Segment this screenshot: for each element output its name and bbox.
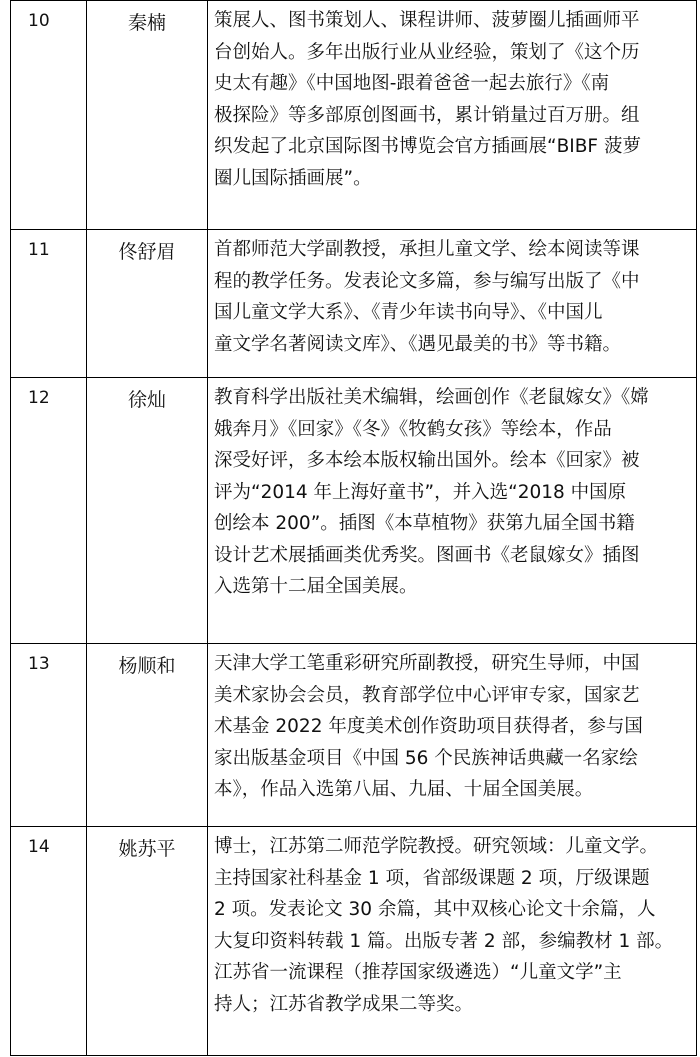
table-row <box>11 644 697 827</box>
table-row <box>11 827 697 1056</box>
bio-line: 家出版基金项目《中国 56 个民族神话典藏一名家绘 <box>214 747 638 769</box>
bio-line: 美术家协会会员，教育部学位中心评审专家，国家艺 <box>214 684 640 706</box>
judge-bio <box>208 827 697 1056</box>
bio-line: 教育科学出版社美术编辑，绘画创作《老鼠嫁女》《嫦 <box>214 387 649 408</box>
row-number: 13 <box>11 644 87 827</box>
bio-line: 国儿童文学大系》、《青少年读书向导》、《中国儿 <box>214 302 603 323</box>
bio-line: 大复印资料转载 1 篇。出版专著 2 部，参编教材 1 部。 <box>214 930 674 952</box>
bio-line: 主持国家社科基金 1 项，省部级课题 2 项，厅级课题 <box>214 867 650 889</box>
bio-line: 2 项。发表论文 30 余篇，其中双核心论文十余篇，人 <box>214 899 656 920</box>
judge-bio <box>208 230 697 378</box>
table-row <box>11 1 697 230</box>
bio-line: 首都师范大学副教授，承担儿童文学、绘本阅读等课 <box>214 239 640 260</box>
judge-name: 秦楠 <box>87 1 208 230</box>
bio-line: 史太有趣》《中国地图-跟着爸爸一起去旅行》《南 <box>214 73 610 94</box>
bio-line: 创绘本 200”。插图《本草植物》获第九届全国书籍 <box>214 513 635 534</box>
judge-bio <box>208 1 697 230</box>
row-number: 14 <box>11 827 87 1056</box>
bio-line: 持人；江苏省教学成果二等奖。 <box>214 993 474 1015</box>
bio-line: 博士，江苏第二师范学院教授。研究领域：儿童文学。 <box>214 836 659 857</box>
judge-bio <box>208 644 697 827</box>
table-row <box>11 230 697 378</box>
bio-line: 圈儿国际插画展”。 <box>214 167 372 189</box>
bio-line: 入选第十二届全国美展。 <box>214 576 418 597</box>
bio-line: 童文学名著阅读文库》、《遇见最美的书》等书籍。 <box>214 333 622 355</box>
bio-line: 设计艺术展插画类优秀奖。图画书《老鼠嫁女》插图 <box>214 544 640 566</box>
bio-line: 术基金 2022 年度美术创作资助项目获得者，参与国 <box>214 716 643 737</box>
bio-line: 娥奔月》《回家》《冬》《牧鹤女孩》等绘本，作品 <box>214 418 612 440</box>
judge-bio <box>208 378 697 644</box>
table-row <box>11 378 697 644</box>
bio-line: 织发起了北京国际图书博览会官方插画展“BIBF 菠萝 <box>214 136 641 157</box>
row-number: 11 <box>11 230 87 378</box>
bio-line: 台创始人。多年出版行业从业经验，策划了《这个历 <box>214 41 640 63</box>
bio-line: 极探险》等多部原创图画书，累计销量过百万册。组 <box>214 104 640 126</box>
bio-line: 天津大学工笔重彩研究所副教授，研究生导师，中国 <box>214 653 640 674</box>
row-number: 12 <box>11 378 87 644</box>
bio-line: 江苏省一流课程（推荐国家级遴选）“儿童文学”主 <box>214 962 622 983</box>
judge-name: 姚苏平 <box>87 827 208 1056</box>
row-number: 10 <box>11 1 87 230</box>
judges-table <box>10 0 697 1056</box>
bio-line: 策展人、图书策划人、课程讲师、菠萝圈儿插画师平 <box>214 10 640 31</box>
bio-line: 深受好评，多本绘本版权输出国外。绘本《回家》被 <box>214 450 640 471</box>
judge-name: 佟舒眉 <box>87 230 208 378</box>
bio-line: 评为“2014 年上海好童书”，并入选“2018 中国原 <box>214 481 627 503</box>
judge-name: 徐灿 <box>87 378 208 644</box>
bio-line: 程的教学任务。发表论文多篇，参与编写出版了《中 <box>214 270 640 292</box>
judge-name: 杨顺和 <box>87 644 208 827</box>
bio-line: 本》，作品入选第八届、九届、十届全国美展。 <box>214 779 594 800</box>
